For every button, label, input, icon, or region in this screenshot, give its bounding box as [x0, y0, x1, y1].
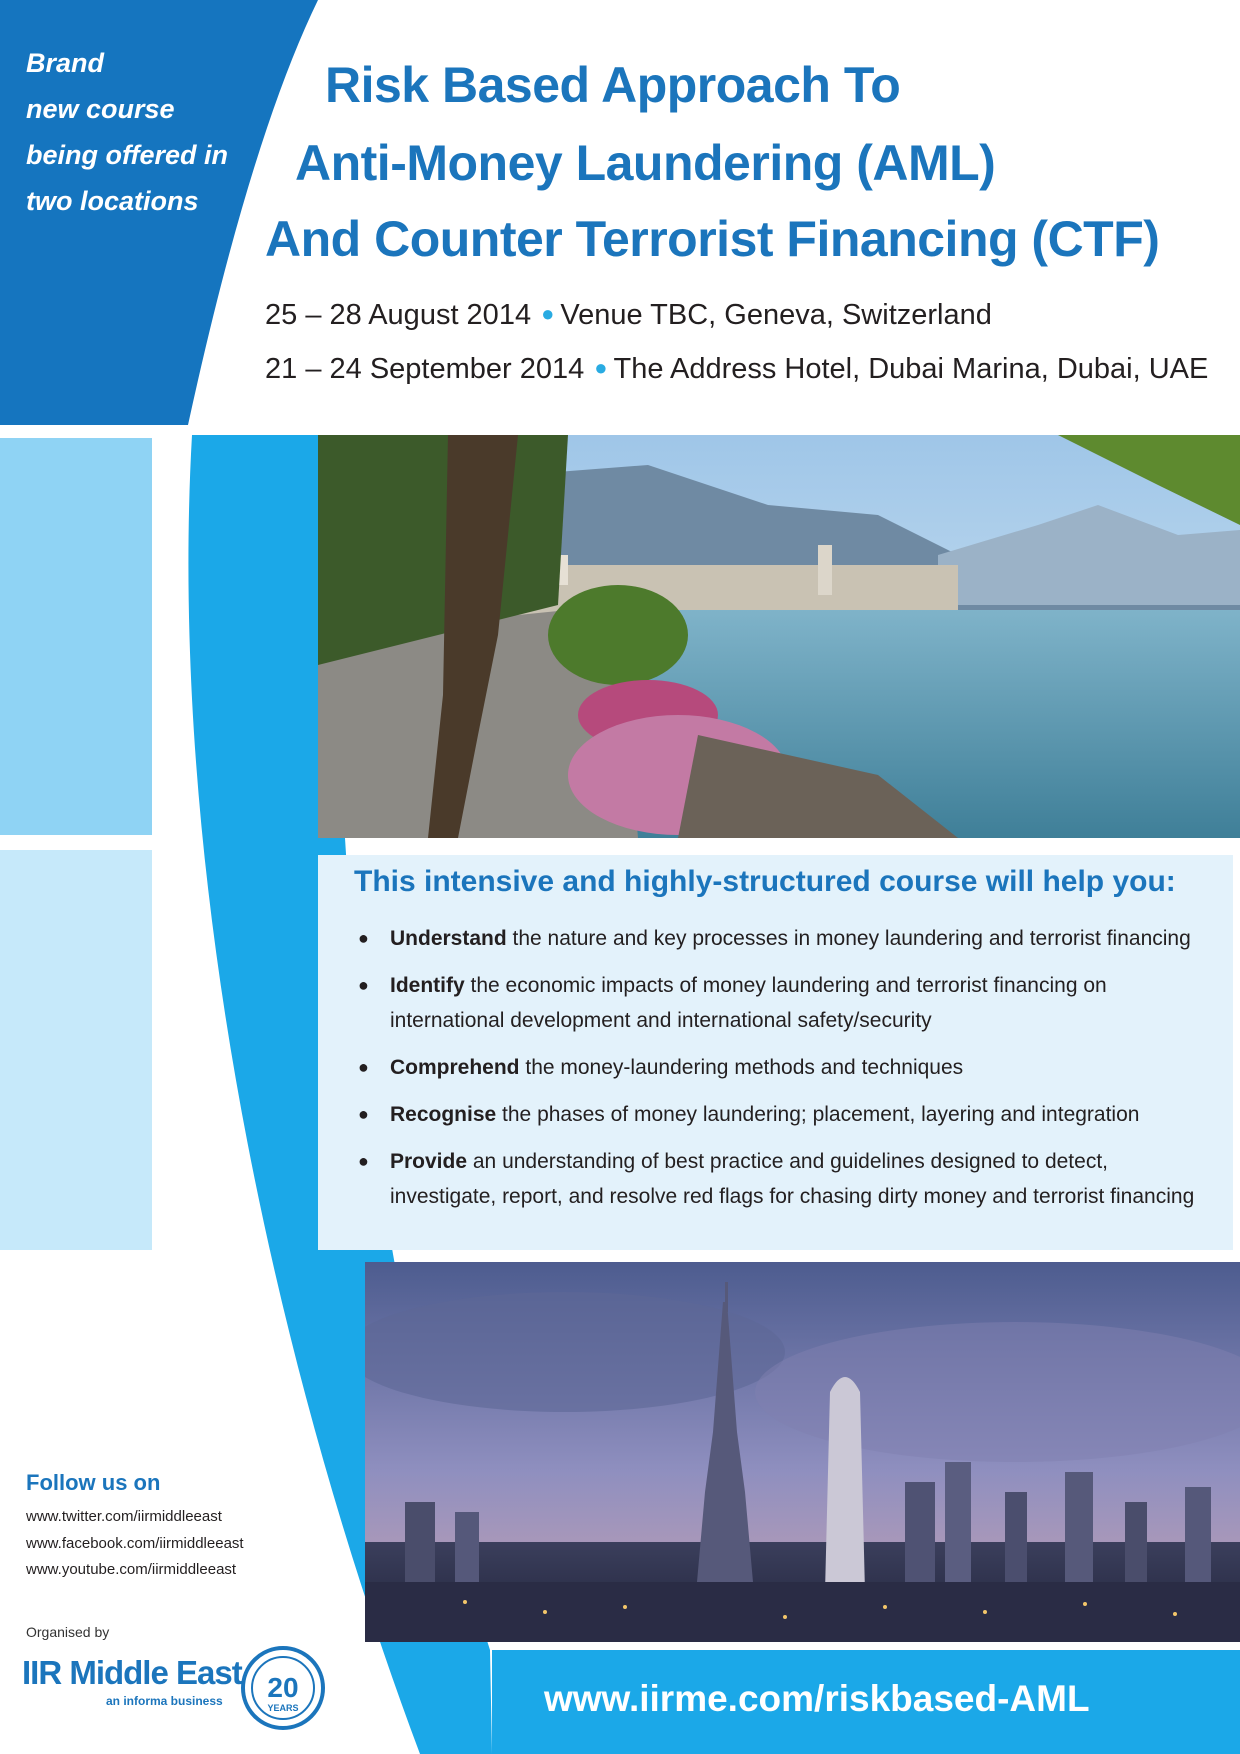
benefit-text: the economic impacts of money laundering and terrorist financing on international development and international safety/security [390, 974, 1107, 1032]
benefit-item [358, 968, 1218, 1038]
benefit-text: an understanding of best practice and guidelines designed to detect, investigate, report, and resolve red flags for chasing dirty money and terrorist financing [390, 1150, 1195, 1208]
course-benefits-panel [318, 855, 1233, 1250]
event-dates: 25 – 28 August 2014 [265, 299, 532, 331]
badge-line: new course [26, 94, 175, 124]
benefit-keyword: Provide [390, 1150, 468, 1173]
iir-logo: IIR Middle East [22, 1654, 242, 1691]
bullet-dot-icon: ● [541, 301, 555, 326]
left-strip-2 [0, 850, 152, 1250]
benefit-item [358, 1144, 1218, 1214]
bullet-icon: ● [358, 1057, 369, 1077]
course-title-line-3: And Counter Terrorist Financing (CTF) [265, 211, 1160, 267]
bullet-icon: ● [358, 1151, 369, 1171]
benefit-text: the nature and key processes in money laundering and terrorist financing [512, 927, 1191, 950]
course-url-link[interactable]: www.iirme.com/riskbased-AML [544, 1678, 1090, 1719]
dubai-skyline-photo [365, 1262, 1240, 1642]
follow-us-title: Follow us on [26, 1470, 161, 1495]
course-title-line-2: Anti-Money Laundering (AML) [295, 135, 996, 191]
benefits-heading: This intensive and highly-structured course will help you: [354, 865, 1176, 898]
informa-tagline: an informa business [106, 1694, 223, 1708]
bullet-dot-icon: ● [594, 355, 608, 380]
benefit-text: the phases of money laundering; placement, layering and integration [502, 1103, 1140, 1126]
organised-by-label: Organised by [26, 1624, 110, 1640]
event-venue: Venue TBC, Geneva, Switzerland [560, 299, 992, 331]
benefit-keyword: Comprehend [390, 1056, 520, 1079]
benefit-item [358, 1097, 1218, 1132]
benefit-keyword: Identify [390, 974, 465, 997]
left-strip-1 [0, 438, 152, 835]
benefit-text: the money-laundering methods and techniques [525, 1056, 964, 1079]
youtube-link[interactable]: www.youtube.com/iirmiddleeast [26, 1561, 237, 1578]
benefit-keyword: Recognise [390, 1103, 497, 1126]
badge-line: being offered in [26, 140, 229, 170]
brand-new-course-badge [26, 40, 246, 224]
bullet-icon: ● [358, 928, 369, 948]
benefit-keyword: Understand [390, 927, 507, 950]
badge-line: two locations [26, 186, 199, 216]
benefits-list [358, 921, 1218, 1226]
twitter-link[interactable]: www.twitter.com/iirmiddleeast [26, 1508, 222, 1525]
bullet-icon: ● [358, 975, 369, 995]
benefit-item [358, 1050, 1218, 1085]
anniversary-number: 20 [267, 1672, 299, 1703]
facebook-link[interactable]: www.facebook.com/iirmiddleeast [26, 1535, 244, 1552]
event-dubai [265, 353, 1208, 386]
lakeside-promenade-photo [318, 435, 1240, 838]
event-geneva [265, 299, 992, 332]
badge-line: Brand [26, 48, 105, 78]
bullet-icon: ● [358, 1104, 369, 1124]
anniversary-word: YEARS [267, 1703, 299, 1713]
event-venue: The Address Hotel, Dubai Marina, Dubai, UAE [613, 353, 1209, 385]
footer-url-bar [492, 1650, 1240, 1754]
event-dates: 21 – 24 September 2014 [265, 353, 585, 385]
benefit-item [358, 921, 1218, 956]
anniversary-seal-icon [240, 1645, 326, 1731]
course-title-line-1: Risk Based Approach To [325, 57, 901, 113]
